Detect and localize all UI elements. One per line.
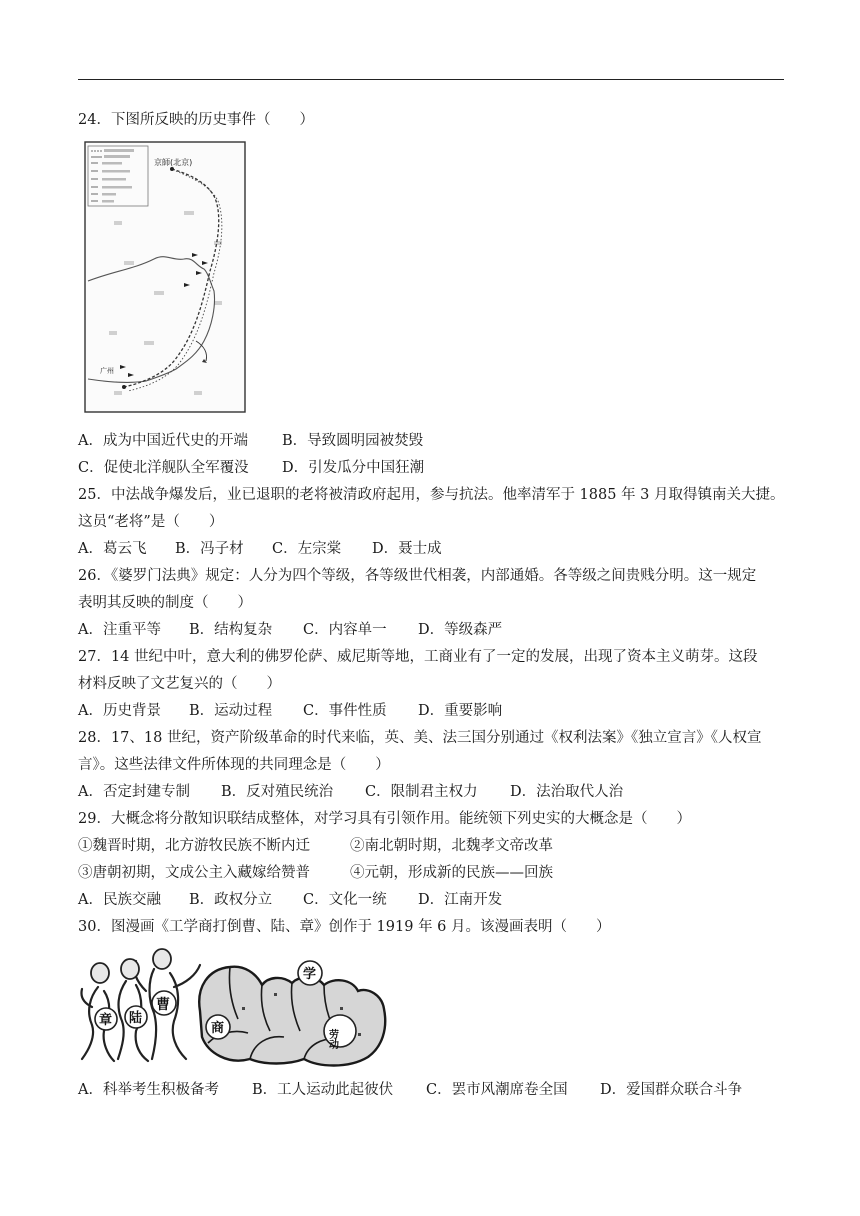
q30-option-a[interactable]: A．科举考生积极备考 [78,1082,219,1098]
q29-fact-4: ④元朝，形成新的民族——回族 [350,865,553,881]
q29-option-d[interactable]: D．江南开发 [418,892,503,908]
q24-option-c[interactable]: C．促使北洋舰队全军覆没 [78,460,249,476]
q26-stem-line2: 表明其反映的制度（ ） [78,595,252,611]
q29-fact-2: ②南北朝时期，北魏孝文帝改革 [350,838,553,854]
q26-option-a[interactable]: A．注重平等 [78,622,161,638]
q29-option-b[interactable]: B．政权分立 [189,892,273,908]
q28-option-c[interactable]: C．限制君主权力 [365,784,478,800]
map-label-jingshi: 京師(北京) [154,158,193,167]
cartoon-label-shang: 商 [211,1021,225,1036]
q25-option-a[interactable]: A．葛云飞 [78,541,147,557]
q25-option-b[interactable]: B．冯子材 [175,541,244,557]
cartoon-label-cao: 曹 [156,997,170,1013]
q28-option-d[interactable]: D．法治取代人治 [510,784,624,800]
q30-cartoon [78,947,410,1071]
q30-stem: 30．图漫画《工学商打倒曹、陆、章》创作于 1919 年 6 月。该漫画表明（ ） [78,919,611,935]
q28-option-b[interactable]: B．反对殖民统治 [221,784,334,800]
q26-stem-line1: 26．《婆罗门法典》规定：人分为四个等级，各等级世代相袭，内部通婚。各等级之间贵贱分明。这一规定 [78,568,757,584]
q27-stem-line2: 材料反映了文艺复兴的（ ） [78,676,281,692]
q27-option-a[interactable]: A．历史背景 [78,703,161,719]
q27-option-b[interactable]: B．运动过程 [189,703,273,719]
header-rule [78,79,784,80]
cartoon-label-zhang: 章 [99,1013,113,1028]
q25-option-c[interactable]: C．左宗棠 [272,541,342,557]
q28-option-a[interactable]: A．否定封建专制 [78,784,190,800]
q24-option-d[interactable]: D．引发瓜分中国狂潮 [282,460,425,476]
q30-option-c[interactable]: C．罢市风潮席卷全国 [426,1082,568,1098]
q30-option-d[interactable]: D．爱国群众联合斗争 [600,1082,743,1098]
q28-stem-line2: 言》。这些法律文件所体现的共同理念是（ ） [78,757,390,773]
q27-option-c[interactable]: C．事件性质 [303,703,387,719]
q27-stem-line1: 27．14 世纪中叶，意大利的佛罗伦萨、威尼斯等地，工商业有了一定的发展，出现了资本主义萌芽。这段 [78,649,758,665]
q24-stem: 24．下图所反映的历史事件（ ） [78,112,314,128]
q28-stem-line1: 28．17、18 世纪，资产阶级革命的时代来临，英、美、法三国分别通过《权利法案》《独立宣言》《人权宣 [78,730,762,746]
q26-option-b[interactable]: B．结构复杂 [189,622,273,638]
cartoon-label-lu: 陆 [129,1011,143,1026]
map-label-guangzhou: 广州 [100,367,114,375]
cartoon-label-laodong: 劳动 [326,1029,338,1049]
q25-stem-line2: 这员“老将”是（ ） [78,514,224,530]
q29-fact-3: ③唐朝初期，文成公主入藏嫁给赞普 [78,865,310,881]
q25-option-d[interactable]: D．聂士成 [372,541,442,557]
q24-route-map [84,141,246,413]
q26-option-d[interactable]: D．等级森严 [418,622,503,638]
q29-fact-1: ①魏晋时期，北方游牧民族不断内迁 [78,838,310,854]
q24-option-a[interactable]: A．成为中国近代史的开端 [78,433,248,449]
q27-option-d[interactable]: D．重要影响 [418,703,503,719]
q26-option-c[interactable]: C．内容单一 [303,622,387,638]
q29-option-c[interactable]: C．文化一统 [303,892,387,908]
q25-stem-line1: 25．中法战争爆发后，业已退职的老将被清政府起用，参与抗法。他率清军于 1885 年 3 月取得镇南关大捷。 [78,487,785,503]
q29-stem: 29．大概念将分散知识联结成整体，对学习具有引领作用。能统领下列史实的大概念是（ ） [78,811,691,827]
q29-option-a[interactable]: A．民族交融 [78,892,161,908]
cartoon-label-xue: 学 [303,967,317,982]
q24-option-b[interactable]: B．导致圆明园被焚毁 [282,433,424,449]
q30-option-b[interactable]: B．工人运动此起彼伏 [252,1082,394,1098]
